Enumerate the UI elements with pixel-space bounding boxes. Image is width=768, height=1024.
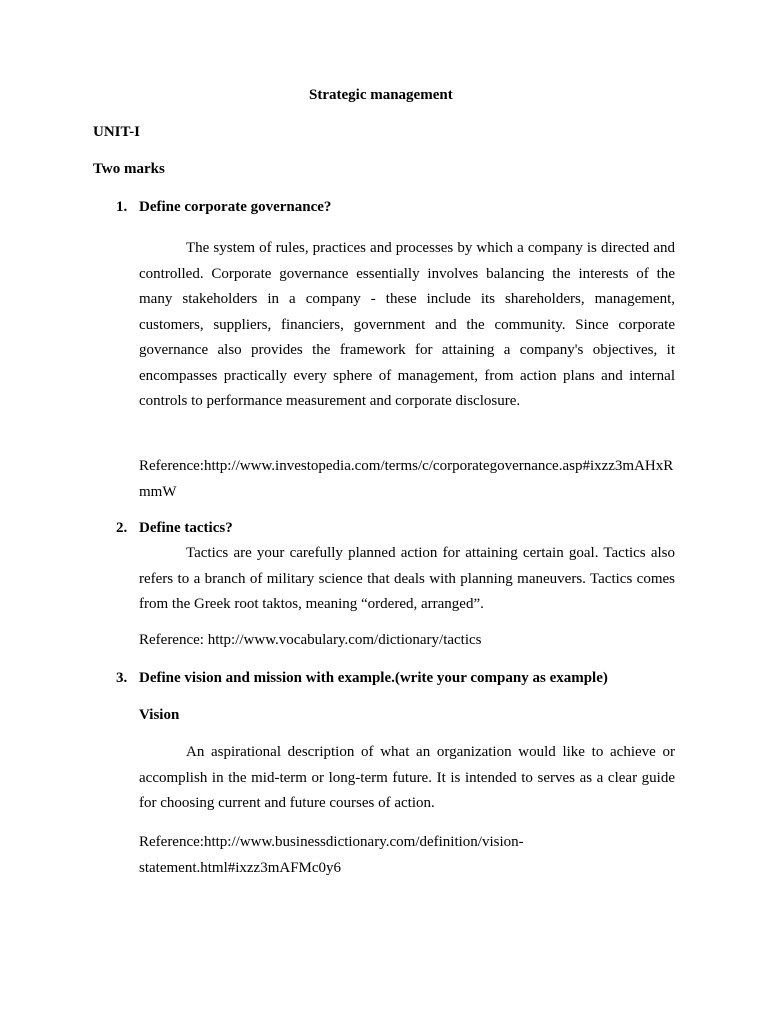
question-number: 2. (116, 520, 128, 536)
question-number: 3. (116, 670, 128, 686)
question-heading: Define tactics? (139, 520, 233, 536)
reference-link[interactable]: Reference:http://www.investopedia.com/terms/c/corporategovernance.asp#ixzz3mAHxRmmW (139, 458, 674, 500)
reference-line: statement.html#ixzz3mAFMc0y6 (139, 859, 342, 876)
unit-heading: UNIT-I (93, 124, 140, 140)
reference-link[interactable]: Reference: http://www.vocabulary.com/dictionary/tactics (139, 632, 482, 648)
document-title: Strategic management (309, 87, 453, 103)
answer-paragraph: An aspirational description of what an organization would like to achieve or accomplish in the mid-term or long-term future. It is intended to serves as a clear guide for choosing current and future courses of action. (139, 744, 675, 811)
reference-line: Reference:http://www.businessdictionary.com/definition/vision- (139, 834, 524, 850)
question-heading: Define corporate governance? (139, 199, 332, 215)
question-heading: Define vision and mission with example.(write your company as example) (139, 670, 608, 686)
section-heading: Two marks (93, 161, 165, 177)
answer-paragraph: The system of rules, practices and processes by which a company is directed and controlled. Corporate governance essentially involves balancing the interests of the many stakeholders in a company - these include its shareholders, management, customers, suppliers, financiers, government and the community. Since corporate governance also provides the framework for attaining a company's objectives, it encompasses practically every sphere of management, from action plans and internal controls to performance measurement and corporate disclosure. (139, 240, 675, 409)
question-number: 1. (116, 199, 128, 215)
reference-link[interactable] (139, 830, 524, 881)
vision-subheading: Vision (139, 707, 180, 723)
answer-paragraph: Tactics are your carefully planned action for attaining certain goal. Tactics also refers to a branch of military science that deals with planning maneuvers. Tactics comes from the Greek root taktos, meaning “ordered, arranged”. (139, 545, 675, 612)
